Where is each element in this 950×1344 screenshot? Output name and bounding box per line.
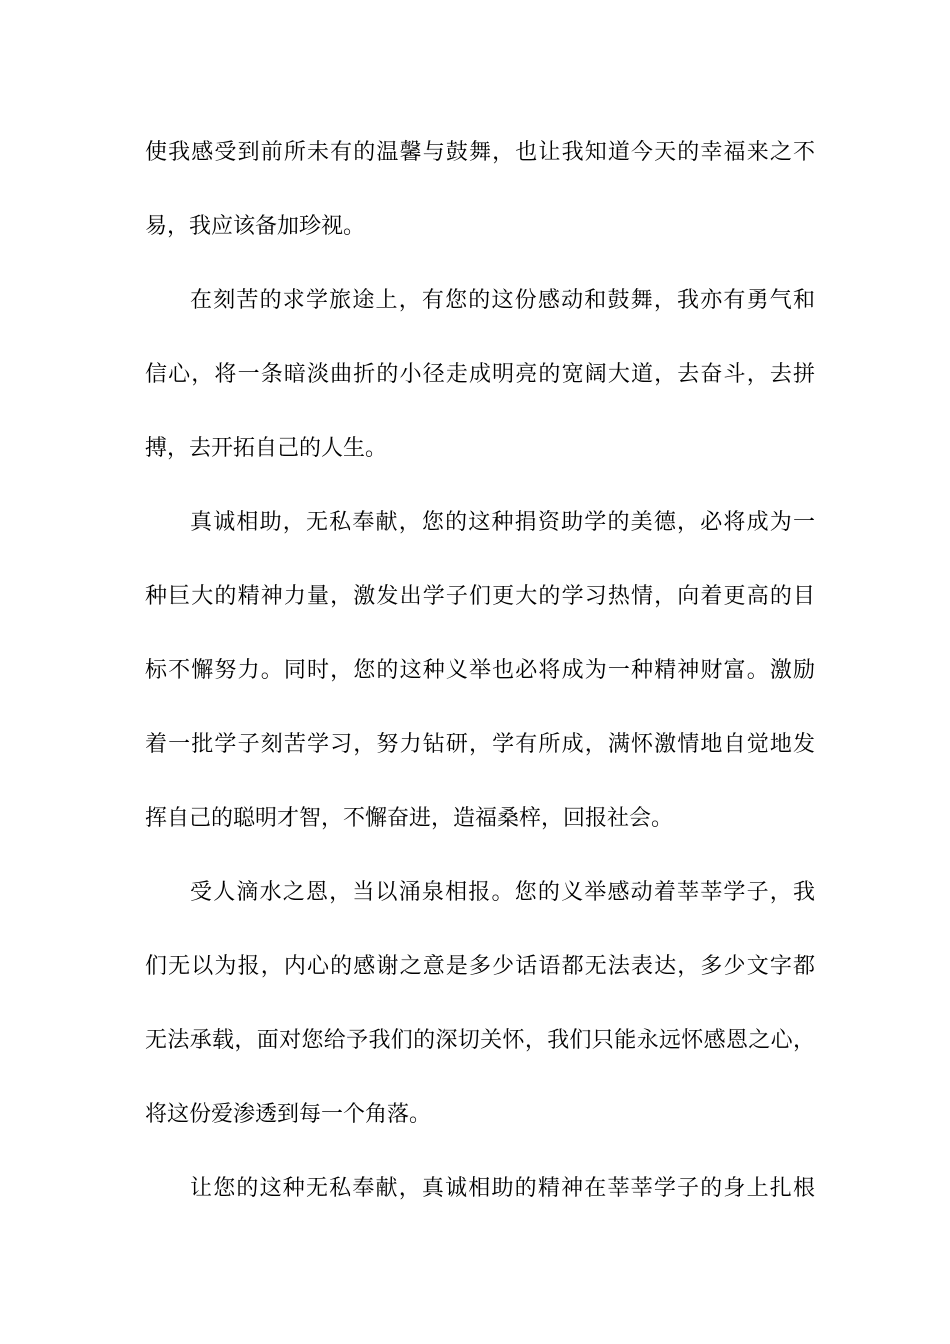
text-line: 易，我应该备加珍视。 (145, 214, 366, 239)
text-line: 挥自己的聪明才智，不懈奋进，造福桑梓，回报社会。 (145, 806, 674, 831)
text-line: 搏，去开拓自己的人生。 (145, 436, 388, 461)
text-line: 标不懈努力。同时，您的这种义举也必将成为一种精神财富。激励 (145, 658, 815, 683)
text-line: 信心，将一条暗淡曲折的小径走成明亮的宽阔大道，去奋斗，去拼 (145, 362, 815, 387)
text-line: 种巨大的精神力量，激发出学子们更大的学习热情，向着更高的目 (145, 584, 815, 609)
text-line: 将这份爱渗透到每一个角落。 (145, 1102, 432, 1127)
paragraph-first-line: 在刻苦的求学旅途上，有您的这份感动和鼓舞，我亦有勇气和 (190, 288, 815, 313)
text-line: 们无以为报，内心的感谢之意是多少话语都无法表达，多少文字都 (145, 954, 815, 979)
paragraph-first-line: 让您的这种无私奉献，真诚相助的精神在莘莘学子的身上扎根 (190, 1176, 815, 1201)
text-line: 着一批学子刻苦学习，努力钻研，学有所成，满怀激情地自觉地发 (145, 732, 815, 757)
paragraph-first-line: 真诚相助，无私奉献，您的这种捐资助学的美德，必将成为一 (190, 510, 815, 535)
paragraph-first-line: 受人滴水之恩，当以涌泉相报。您的义举感动着莘莘学子，我 (190, 880, 815, 905)
text-line: 无法承载，面对您给予我们的深切关怀，我们只能永远怀感恩之心， (145, 1028, 815, 1053)
text-line: 使我感受到前所未有的温馨与鼓舞，也让我知道今天的幸福来之不 (145, 140, 815, 165)
